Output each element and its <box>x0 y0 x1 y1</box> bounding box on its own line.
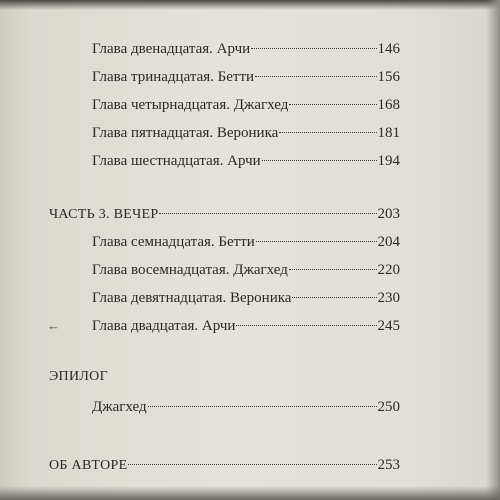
toc-entry-title: Джагхед <box>92 399 147 415</box>
pencil-arrow-mark: ← <box>47 318 60 333</box>
page-right-shadow <box>486 0 500 500</box>
toc-part-title: ОБ АВТОРЕ <box>49 458 128 473</box>
toc-dot-leader <box>279 132 376 133</box>
toc-entry-page: 230 <box>377 290 400 306</box>
toc-entry-title: Глава двадцатая. Арчи <box>92 318 236 334</box>
toc-dot-leader <box>148 406 377 407</box>
toc-entry-title: Глава восемнадцатая. Джагхед <box>92 262 288 278</box>
toc-dot-leader <box>289 269 377 270</box>
toc-entry-page: 168 <box>377 97 400 113</box>
toc-entry-page: 220 <box>377 262 400 278</box>
toc-dot-leader <box>128 464 376 465</box>
toc-part-title: ЧАСТЬ 3. ВЕЧЕР <box>49 207 159 222</box>
toc-entry-title: Глава тринадцатая. Бетти <box>92 69 255 85</box>
toc-entry-part-3 <box>49 205 400 224</box>
toc-dot-leader <box>255 76 376 77</box>
page-top-shadow <box>0 0 500 10</box>
toc-entry-page: 194 <box>377 153 400 169</box>
toc-entry-page: 181 <box>377 125 400 141</box>
toc-entry-title: Глава двенадцатая. Арчи <box>92 41 251 57</box>
toc-dot-leader <box>292 297 376 298</box>
toc-dot-leader <box>251 48 376 49</box>
toc-entry-chapter-14 <box>92 96 400 114</box>
toc-epilogue-heading: ЭПИЛОГ <box>49 369 108 384</box>
toc-entry-chapter-19 <box>92 289 400 307</box>
toc-dot-leader <box>262 160 377 161</box>
toc-entry-chapter-16 <box>92 152 400 170</box>
page-bottom-shadow <box>0 486 500 500</box>
toc-entry-page: 245 <box>377 318 400 334</box>
toc-dot-leader <box>236 325 376 326</box>
toc-entry-page: 146 <box>377 41 400 57</box>
toc-entry-page: 250 <box>377 399 400 415</box>
toc-entry-chapter-15 <box>92 124 400 142</box>
toc-entry-title: Глава семнадцатая. Бетти <box>92 234 255 250</box>
toc-entry-page: 203 <box>377 206 400 222</box>
toc-entry-chapter-20 <box>92 317 400 335</box>
toc-entry-title: Глава четырнадцатая. Джагхед <box>92 97 289 113</box>
toc-entry-title: Глава пятнадцатая. Вероника <box>92 125 279 141</box>
toc-entry-epilogue <box>92 398 400 416</box>
toc-entry-title: Глава шестнадцатая. Арчи <box>92 153 261 169</box>
toc-entry-chapter-12 <box>92 40 400 58</box>
toc-entry-page: 204 <box>377 234 400 250</box>
toc-entry-chapter-17 <box>92 233 400 251</box>
toc-entry-title: Глава девятнадцатая. Вероника <box>92 290 292 306</box>
toc-dot-leader <box>256 241 377 242</box>
toc-dot-leader <box>159 213 376 214</box>
toc-entry-page: 156 <box>377 69 400 85</box>
toc-entry-about-author <box>49 456 400 475</box>
toc-entry-chapter-13 <box>92 68 400 86</box>
toc-entry-page: 253 <box>377 457 400 473</box>
toc-dot-leader <box>289 104 376 105</box>
toc-entry-chapter-18 <box>92 261 400 279</box>
